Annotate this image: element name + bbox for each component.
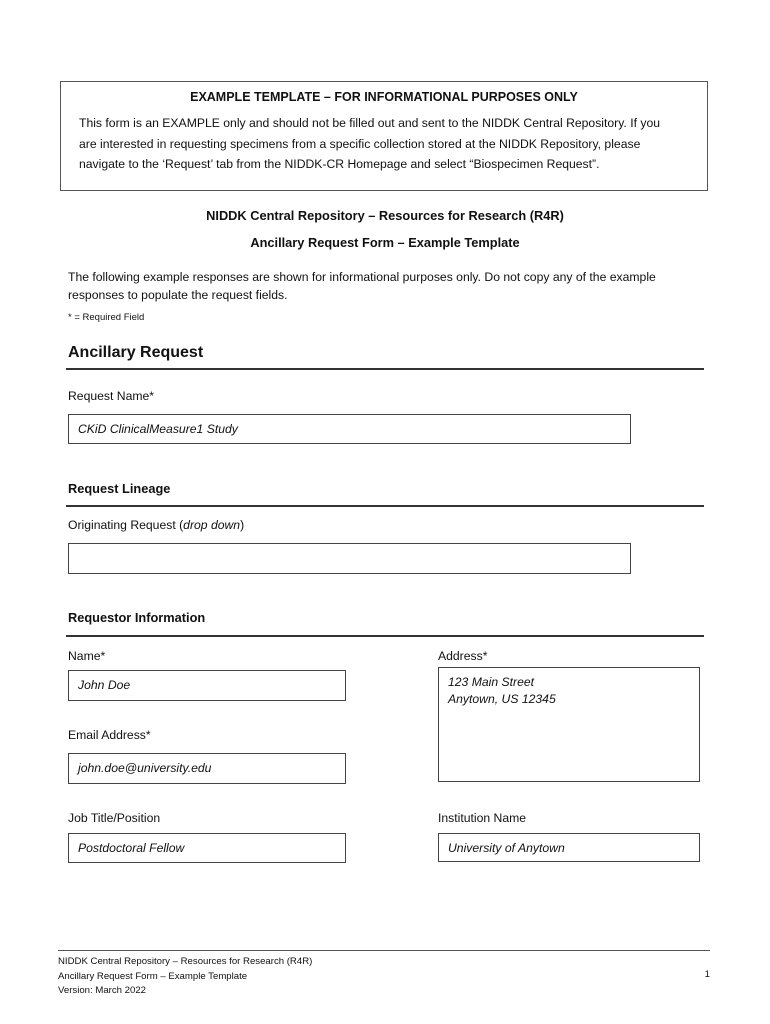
email-label: Email Address* — [68, 728, 151, 742]
institution-name-label: Institution Name — [438, 811, 527, 825]
originating-request-label-hint: drop down — [183, 518, 241, 532]
notice-line: are interested in requesting specimens from a specific collection stored at the NIDDK Repository, please — [79, 136, 641, 151]
required-field-note: * = Required Field — [68, 312, 145, 323]
originating-request-label-text: Originating Request ( — [68, 518, 184, 532]
section-title-ancillary-request: Ancillary Request — [68, 344, 204, 361]
address-label: Address* — [438, 649, 488, 663]
footer-divider — [58, 950, 710, 951]
address-line: 123 Main Street — [448, 675, 535, 689]
section-title-request-lineage: Request Lineage — [68, 481, 171, 496]
footer-line: Ancillary Request Form – Example Template — [58, 970, 248, 982]
document-subtitle: Ancillary Request Form – Example Template — [250, 235, 520, 250]
footer-line: NIDDK Central Repository – Resources for Research (R4R) — [58, 956, 313, 967]
originating-request-label — [68, 518, 244, 532]
request-name-label: Request Name* — [68, 389, 155, 403]
request-name-field[interactable]: CKiD ClinicalMeasure1 Study — [68, 414, 631, 444]
notice-title: EXAMPLE TEMPLATE – FOR INFORMATIONAL PURPOSES ONLY — [190, 90, 578, 104]
footer-line: Version: March 2022 — [58, 985, 146, 996]
notice-line: navigate to the ‘Request’ tab from the NIDDK-CR Homepage and select “Biospecimen Request”. — [79, 157, 600, 171]
intro-paragraph — [68, 268, 708, 304]
page-number: 1 — [704, 969, 710, 980]
originating-request-label-suffix: ) — [240, 518, 245, 532]
document-title: NIDDK Central Repository – Resources for Research (R4R) — [206, 208, 564, 223]
name-field[interactable]: John Doe — [68, 670, 346, 701]
address-field[interactable] — [438, 667, 700, 782]
job-title-label: Job Title/Position — [68, 811, 161, 825]
footer-text — [58, 955, 312, 999]
address-line: Anytown, US 12345 — [448, 692, 556, 706]
section-divider — [66, 635, 704, 637]
originating-request-dropdown[interactable] — [68, 543, 631, 574]
notice-line: This form is an EXAMPLE only and should not be filled out and sent to the NIDDK Central Repository. If you — [79, 116, 661, 130]
section-divider — [66, 505, 704, 507]
intro-line: The following example responses are shown for informational purposes only. Do not copy any of the example — [68, 270, 656, 284]
intro-line: responses to populate the request fields. — [68, 288, 288, 302]
email-field[interactable]: john.doe@university.edu — [68, 753, 346, 784]
section-title-requestor-information: Requestor Information — [68, 610, 206, 625]
notice-body — [79, 113, 691, 175]
institution-name-field[interactable]: University of Anytown — [438, 833, 700, 862]
name-label: Name* — [68, 649, 106, 663]
job-title-field[interactable]: Postdoctoral Fellow — [68, 833, 346, 863]
section-divider — [66, 368, 704, 370]
